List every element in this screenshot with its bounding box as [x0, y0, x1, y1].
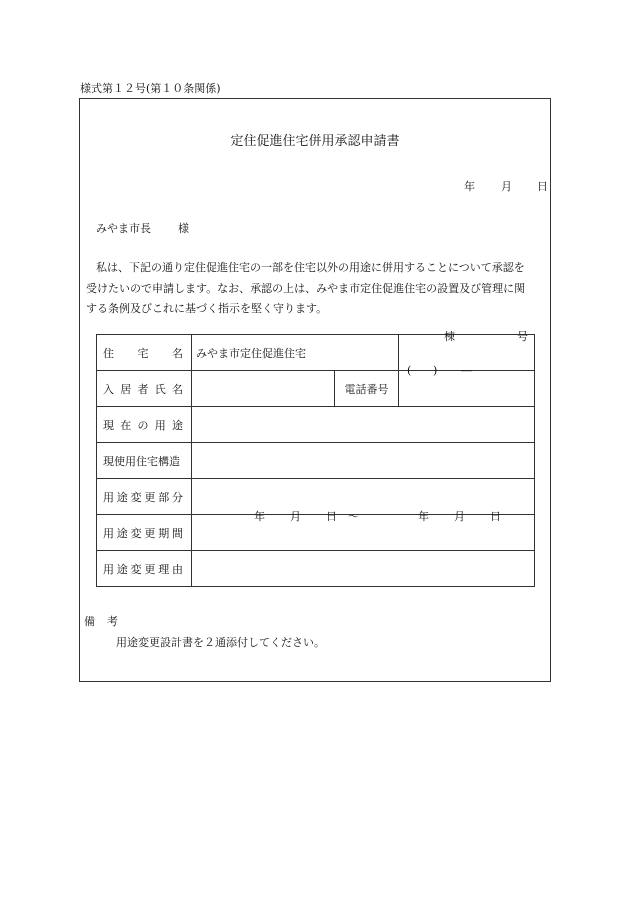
- label-char: 用: [103, 526, 114, 540]
- label-char: 変: [130, 490, 142, 504]
- period-start-month: 月: [290, 510, 301, 523]
- resident-name-field[interactable]: [192, 371, 335, 407]
- label-char: 変: [130, 562, 142, 576]
- label-char: 居: [120, 382, 132, 396]
- change-period-field[interactable]: [192, 510, 535, 551]
- label-change-period: [97, 515, 192, 551]
- building-label: 棟: [444, 330, 455, 343]
- remarks-heading: [84, 613, 118, 629]
- label-char: 名: [172, 382, 183, 396]
- label-change-reason: [97, 551, 192, 587]
- label-char: 由: [171, 562, 183, 576]
- label-char: 途: [116, 562, 128, 576]
- label-char: 途: [116, 490, 128, 504]
- label-char: 更: [144, 490, 156, 504]
- label-char: 変: [130, 526, 142, 540]
- date-year: 年: [464, 180, 475, 193]
- table-row: [97, 479, 535, 515]
- date-month: 月: [501, 180, 512, 193]
- statement-line: する条例及びこれに基づく指示を堅く守ります。: [86, 302, 328, 315]
- remarks-char: 考: [107, 615, 118, 628]
- label-char: 住: [103, 346, 114, 360]
- addressee-suffix: 様: [178, 222, 189, 235]
- change-part-field[interactable]: [192, 479, 535, 515]
- label-char: 途: [116, 526, 128, 540]
- label-change-part: [97, 479, 192, 515]
- application-table: [96, 330, 535, 587]
- label-char: 者: [137, 382, 149, 396]
- period-end-day: 日: [490, 510, 501, 523]
- remarks-note: 用途変更設計書を２通添付してください。: [116, 636, 325, 649]
- phone-dash: ―: [461, 364, 472, 377]
- label-char: 理: [158, 562, 170, 576]
- table-row: [97, 407, 535, 443]
- label-char: 用: [103, 490, 114, 504]
- phone-field[interactable]: [399, 364, 535, 407]
- paren-open: (: [407, 364, 412, 377]
- table-row: [97, 371, 535, 407]
- label-char: 部: [158, 490, 170, 504]
- label-char: 在: [120, 418, 132, 432]
- application-statement: [86, 258, 542, 320]
- date-day: 日: [537, 180, 548, 193]
- label-char: 現: [103, 418, 114, 432]
- change-reason-field[interactable]: [192, 551, 535, 587]
- label-char: 名: [172, 346, 183, 360]
- statement-line: 私は、下記の通り定住促進住宅の一部を住宅以外の用途に併用することについて承認を: [96, 261, 525, 274]
- remarks-char: 備: [84, 615, 95, 628]
- addressee-name: みやま市長: [96, 222, 151, 235]
- label-char: 分: [171, 490, 183, 504]
- label-char: 用: [103, 562, 114, 576]
- table-row: [97, 551, 535, 587]
- label-resident-name: [97, 371, 192, 407]
- label-char: 更: [144, 526, 156, 540]
- label-char: の: [137, 418, 149, 432]
- statement-line: 受けたいので申請します。なお、承認の上は、みやま市定住促進住宅の設置及び管理に関: [86, 281, 526, 295]
- period-end-year: 年: [418, 510, 429, 523]
- form-title: 定住促進住宅併用承認申請書: [230, 134, 400, 149]
- structure-field[interactable]: [192, 443, 535, 479]
- label-housing-name: [97, 335, 192, 371]
- current-use-field[interactable]: [192, 407, 535, 443]
- label-char: 期: [158, 526, 170, 540]
- label-char: 用: [154, 418, 166, 432]
- phone-label: 電話番号: [335, 371, 399, 407]
- period-start-day: 日: [326, 510, 337, 523]
- table-row: [97, 515, 535, 551]
- label-char: 入: [103, 382, 114, 396]
- addressee: [96, 220, 189, 236]
- form-number: 様式第１２号(第１０条関係): [80, 82, 221, 95]
- label-char: 更: [144, 562, 156, 576]
- label-char: 宅: [137, 346, 149, 360]
- table-row: [97, 443, 535, 479]
- paren-close: ): [433, 364, 438, 377]
- label-structure: 現使用住宅構造: [97, 443, 192, 479]
- period-end-month: 月: [454, 510, 465, 523]
- housing-name-value: みやま市定住促進住宅: [192, 335, 399, 371]
- label-char: 途: [172, 418, 183, 432]
- number-label: 号: [517, 330, 528, 343]
- label-current-use: [97, 407, 192, 443]
- period-tilde: ～: [348, 510, 359, 523]
- label-char: 氏: [154, 382, 166, 396]
- period-start-year: 年: [254, 510, 265, 523]
- label-char: 間: [171, 526, 183, 540]
